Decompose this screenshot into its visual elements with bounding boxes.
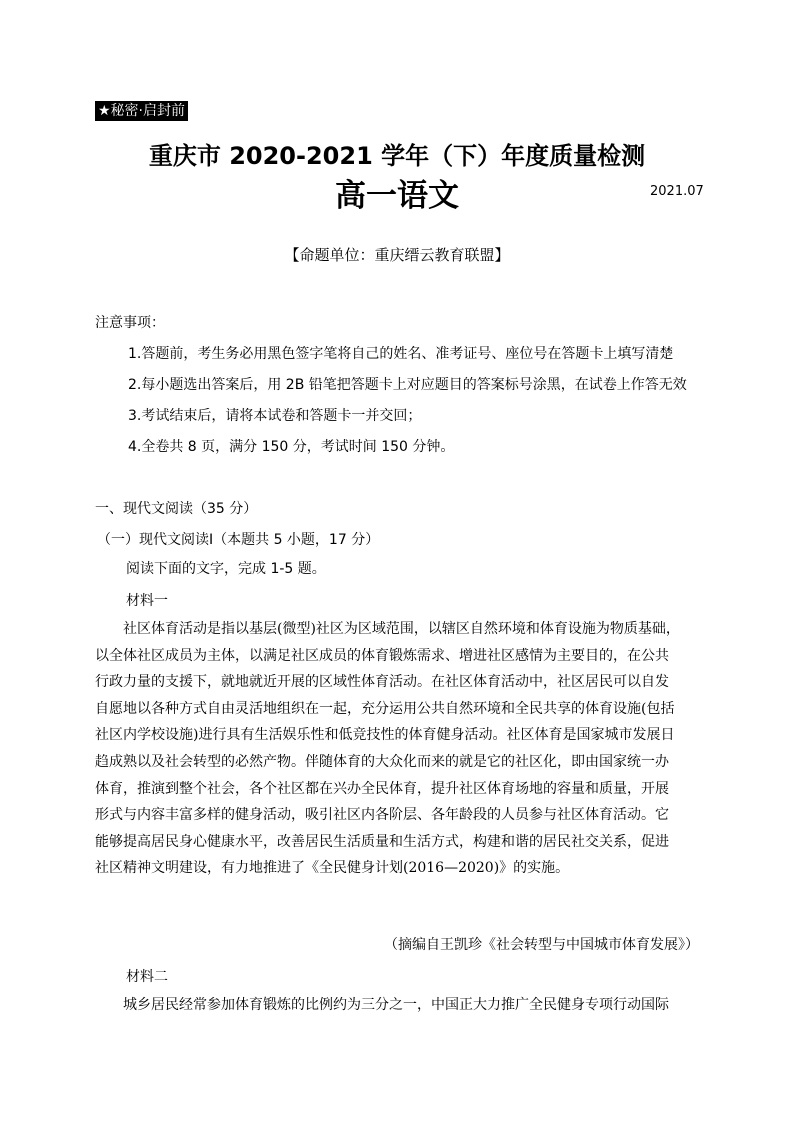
paragraph-line: 体育，推演到整个社会，各个社区都在兴办全民体育，提升社区体育场地的容量和质量，开展 bbox=[95, 780, 669, 797]
material-one-label: 材料一 bbox=[126, 593, 168, 609]
paragraph-line: 能够提高居民身心健康水平，改善居民生活质量和生活方式，构建和谐的居民社交关系，促进 bbox=[95, 833, 669, 850]
subsection-heading: （一）现代文阅读Ⅰ（本题共 5 小题，17 分） bbox=[97, 532, 380, 548]
note-item: 2.每小题选出答案后，用 2B 铅笔把答题卡上对应题目的答案标号涂黑，在试卷上作答无效 bbox=[128, 377, 687, 393]
section-heading: 一、现代文阅读（35 分） bbox=[95, 501, 258, 517]
material-two-label: 材料二 bbox=[126, 969, 168, 985]
author-unit: 【命题单位：重庆缙云教育联盟】 bbox=[284, 246, 510, 264]
paragraph-line: 城乡居民经常参加体育锻炼的比例约为三分之一，中国正大力推广全民健身专项行动国际 bbox=[123, 997, 669, 1013]
paragraph-line: 社区体育活动是指以基层(微型)社区为区域范围，以辖区自然环境和体育设施为物质基础， bbox=[123, 621, 680, 637]
paragraph-line: 社区内学校设施)进行具有生活娱乐性和低竞技性的体育健身活动。社区体育是国家城市发展日 bbox=[95, 727, 675, 744]
note-item: 1.答题前，考生务必用黑色签字笔将自己的姓名、准考证号、座位号在答题卡上填写清楚 bbox=[128, 346, 674, 362]
exam-title: 重庆市 2020-2021 学年（下）年度质量检测 bbox=[148, 142, 646, 170]
paragraph-line: 形式与内容丰富多样的健身活动，吸引社区内各阶层、各年龄段的人员参与社区体育活动。它 bbox=[95, 807, 669, 824]
note-item: 3.考试结束后，请将本试卷和答题卡一并交回； bbox=[128, 408, 422, 424]
note-item: 4.全卷共 8 页，满分 150 分，考试时间 150 分钟。 bbox=[128, 439, 455, 455]
paragraph-line: 自愿地以各种方式自由灵活地组织在一起，充分运用公共自然环境和全民共享的体育设施(包括 bbox=[95, 700, 675, 717]
material-two-paragraph bbox=[95, 992, 703, 1019]
paragraph-line: 以全体社区成员为主体，以满足社区成员的体育锻炼需求、增进社区感情为主要目的，在公共 bbox=[95, 647, 669, 664]
material-one-paragraph bbox=[95, 616, 703, 882]
reading-instruction: 阅读下面的文字，完成 1-5 题。 bbox=[126, 561, 326, 577]
paragraph-line: 趋成熟以及社会转型的必然产物。伴随体育的大众化而来的就是它的社区化，即由国家统一办 bbox=[95, 753, 669, 770]
paragraph-line: 行政力量的支援下，就地就近开展的区域性体育活动。在社区体育活动中，社区居民可以自发 bbox=[95, 674, 669, 691]
subject-title: 高一语文 bbox=[335, 178, 459, 214]
confidential-tag: ★秘密·启封前 bbox=[95, 101, 188, 121]
material-one-source: （摘编自王凯珍《社会转型与中国城市体育发展》） bbox=[384, 937, 699, 953]
paragraph-line: 社区精神文明建设，有力地推进了《全民健身计划(2016—2020)》的实施。 bbox=[95, 860, 570, 877]
exam-date: 2021.07 bbox=[650, 184, 704, 199]
notes-heading: 注意事项： bbox=[95, 315, 165, 331]
